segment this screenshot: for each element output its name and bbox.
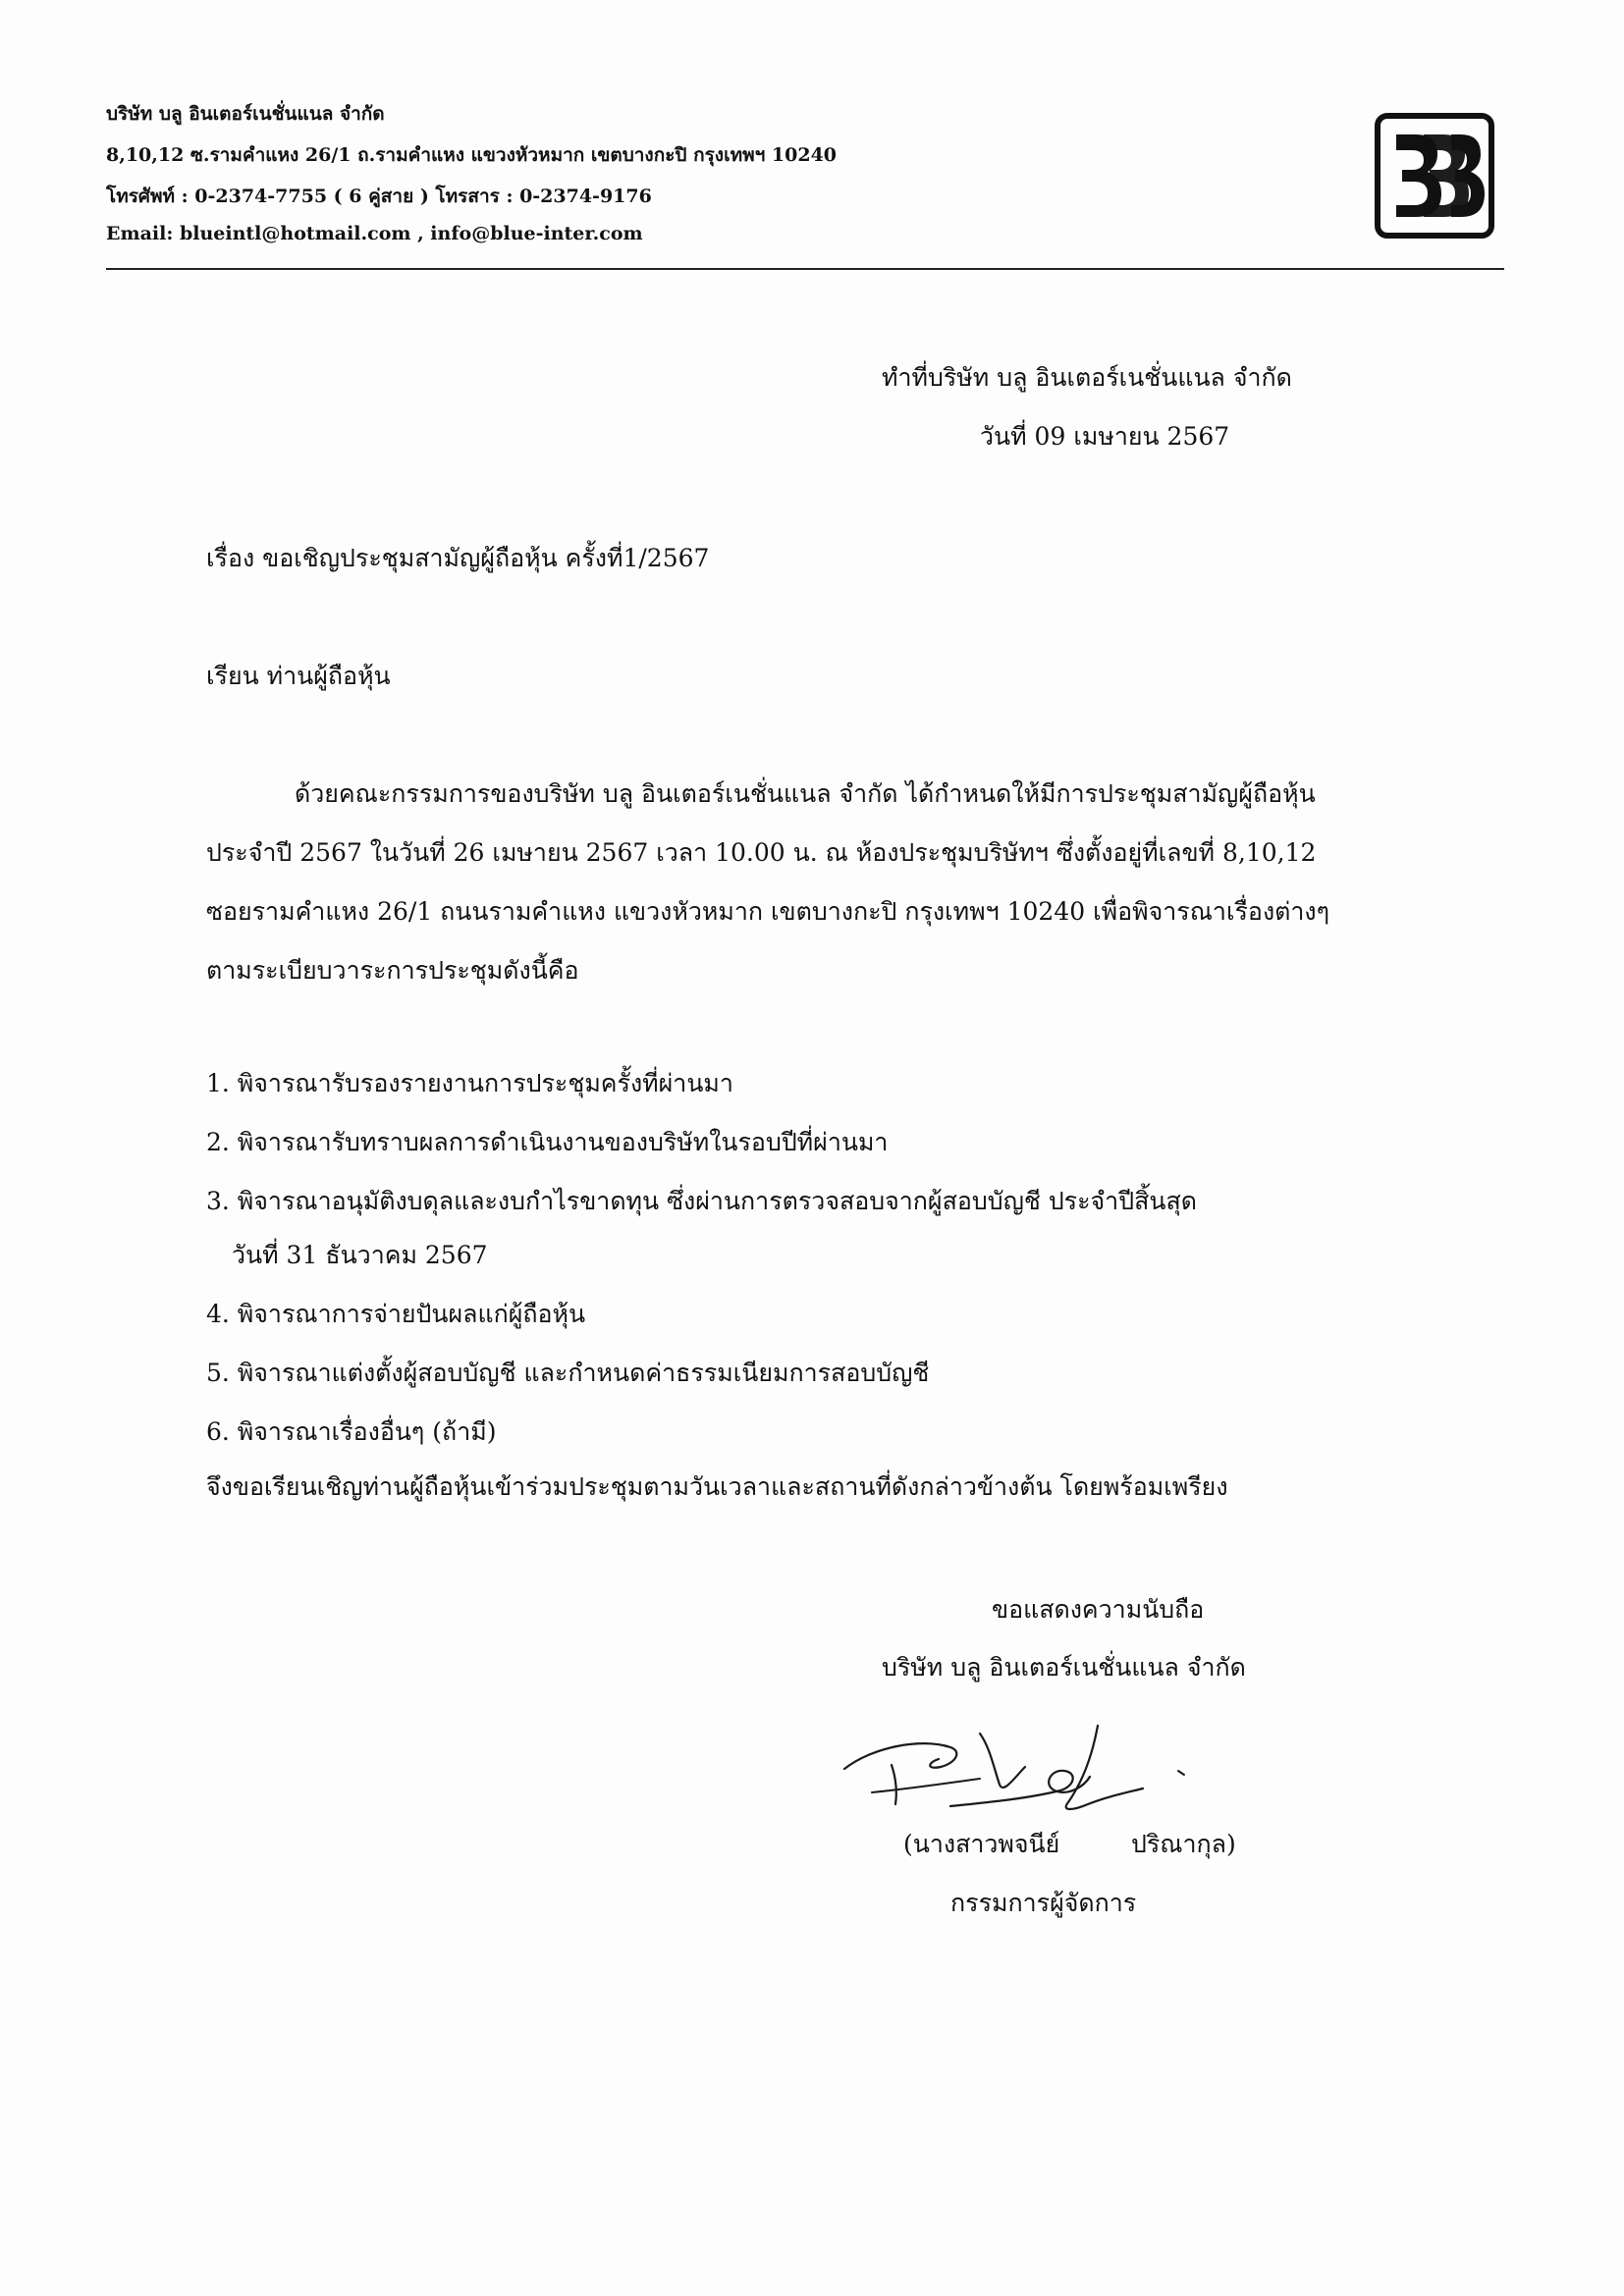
agenda-item: 3. พิจารณาอนุมัติงบดุลและงบกำไรขาดทุน ซึ่งผ่านการตรวจสอบจากผู้สอบบัญชี ประจำปีสิ้นสุด bbox=[206, 1187, 1197, 1215]
paragraph-line: ด้วยคณะกรรมการของบริษัท บลู อินเตอร์เนชั่นแนล จำกัด ได้กำหนดให้มีการประชุมสามัญผู้ถือหุ้น bbox=[295, 779, 1316, 808]
agenda-item: 6. พิจารณาเรื่องอื่นๆ (ถ้ามี) bbox=[206, 1417, 497, 1446]
letter-place: ทำที่บริษัท บลู อินเตอร์เนชั่นแนล จำกัด bbox=[882, 363, 1292, 392]
signer-company: บริษัท บลู อินเตอร์เนชั่นแนล จำกัด bbox=[882, 1653, 1246, 1682]
letter-date: วันที่ 09 เมษายน 2567 bbox=[980, 422, 1230, 451]
agenda-item-continuation: วันที่ 31 ธันวาคม 2567 bbox=[232, 1241, 488, 1269]
letterhead-phone: โทรศัพท์ : 0-2374-7755 ( 6 คู่สาย ) โทรสาร : 0-2374-9176 bbox=[106, 186, 652, 207]
agenda-item: 4. พิจารณาการจ่ายปันผลแก่ผู้ถือหุ้น bbox=[206, 1300, 586, 1328]
signer-title: กรรมการผู้จัดการ bbox=[950, 1889, 1137, 1917]
letter-subject: เรื่อง ขอเชิญประชุมสามัญผู้ถือหุ้น ครั้งที่1/2567 bbox=[206, 544, 710, 572]
signer-name-first: (นางสาวพจนีย์ bbox=[903, 1830, 1060, 1858]
agenda-item: 2. พิจารณารับทราบผลการดำเนินงานของบริษัทในรอบปีที่ผ่านมา bbox=[206, 1128, 889, 1156]
letterhead-company: บริษัท บลู อินเตอร์เนชั่นแนล จำกัด bbox=[106, 103, 385, 125]
paragraph-line: ซอยรามคำแหง 26/1 ถนนรามคำแหง แขวงหัวหมาก เขตบางกะปิ กรุงเทพฯ 10240 เพื่อพิจารณาเรื่องต่างๆ bbox=[206, 897, 1330, 926]
agenda-item: 5. พิจารณาแต่งตั้งผู้สอบบัญชี และกำหนดค่าธรรมเนียมการสอบบัญชี bbox=[206, 1359, 930, 1387]
handwritten-signature bbox=[833, 1708, 1225, 1826]
closing-invitation: จึงขอเรียนเชิญท่านผู้ถือหุ้นเข้าร่วมประชุมตามวันเวลาและสถานที่ดังกล่าวข้างต้น โดยพร้อมเพรียง bbox=[206, 1472, 1228, 1501]
letter-salutation: เรียน ท่านผู้ถือหุ้น bbox=[206, 662, 391, 690]
letterhead-divider bbox=[106, 268, 1504, 270]
agenda-item: 1. พิจารณารับรองรายงานการประชุมครั้งที่ผ่านมา bbox=[206, 1069, 733, 1097]
paragraph-line: ประจำปี 2567 ในวันที่ 26 เมษายน 2567 เวลา 10.00 น. ณ ห้องประชุมบริษัทฯ ซึ่งตั้งอยู่ที่เลขที่ 8,10,12 bbox=[206, 838, 1317, 867]
regards-line: ขอแสดงความนับถือ bbox=[992, 1595, 1205, 1624]
paragraph-line: ตามระเบียบวาระการประชุมดังนี้คือ bbox=[206, 956, 579, 985]
letterhead-email: Email: blueintl@hotmail.com , info@blue-inter.com bbox=[106, 223, 643, 244]
letterhead-address: 8,10,12 ซ.รามคำแหง 26/1 ถ.รามคำแหง แขวงหัวหมาก เขตบางกะปิ กรุงเทพฯ 10240 bbox=[106, 144, 838, 166]
signer-name-last: ปริณากุล) bbox=[1131, 1830, 1236, 1858]
bbb-logo-icon bbox=[1375, 113, 1494, 239]
